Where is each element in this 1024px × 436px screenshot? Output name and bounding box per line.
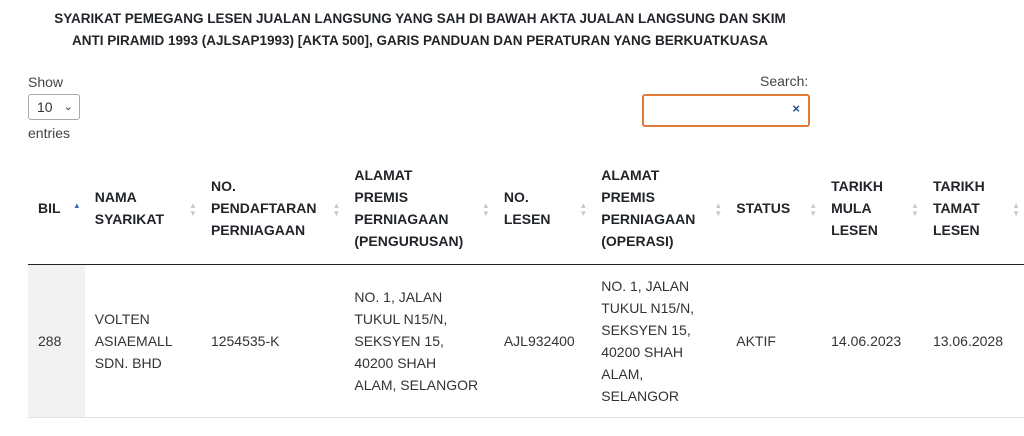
column-header-text: ALAMAT (354, 167, 413, 183)
column-header-text: (PENGURUSAN) (354, 233, 464, 249)
sort-desc-icon: ▼ (189, 209, 197, 218)
cell-text: NO. 1, JALAN (601, 278, 690, 294)
column-header-text: TARIKH (932, 178, 985, 194)
column-header-text: PENDAFTARAN (210, 200, 317, 216)
cell-text: TUKUL N15/N, (601, 300, 695, 316)
entries-select[interactable] (28, 94, 80, 120)
cell-text: ALAM, SELANGOR (354, 377, 479, 393)
column-header-text: NAMA (94, 189, 137, 205)
sort-icon (73, 202, 81, 210)
column-header-6[interactable] (726, 158, 821, 265)
sort-asc-icon: ▲ (714, 201, 723, 210)
column-header-1[interactable] (85, 158, 201, 265)
sort-icon (809, 202, 817, 218)
heading-line-2: ANTI PIRAMID 1993 (AJLSAP1993) [AKTA 500], GARIS PANDUAN DAN PERATURAN YANG BERKUATKUASA (71, 33, 769, 48)
sort-desc-icon: ▼ (714, 209, 723, 218)
column-header-text: PERNIAGAAN (354, 211, 449, 227)
column-header-text: ALAMAT (601, 167, 660, 183)
column-header-2[interactable] (201, 158, 344, 265)
table-cell (28, 265, 85, 418)
column-header-text: PERNIAGAAN (601, 211, 696, 227)
licensee-table (28, 158, 1024, 418)
cell-text: SEKSYEN 15, (354, 333, 444, 349)
column-header-text: TAMAT (932, 200, 980, 216)
column-header-text: TARIKH (831, 178, 883, 194)
sort-asc-icon: ▲ (481, 201, 490, 210)
cell-text: 13.06.2028 (932, 333, 1004, 349)
sort-asc-icon: ▲ (809, 201, 818, 210)
column-header-text: (OPERASI) (601, 233, 674, 249)
sort-icon (714, 202, 722, 218)
table-cell (821, 265, 923, 418)
sort-desc-icon: ▼ (579, 209, 588, 218)
cell-text: 40200 SHAH (354, 355, 437, 371)
sort-icon (1012, 202, 1020, 218)
sort-asc-icon: ▲ (72, 201, 81, 210)
cell-text: 288 (38, 333, 62, 349)
cell-text: SELANGOR (601, 388, 680, 404)
entries-length-control (28, 72, 80, 143)
sort-asc-icon: ▲ (189, 201, 197, 210)
sort-icon (482, 202, 490, 218)
column-header-text: PREMIS (354, 189, 409, 205)
cell-text: SEKSYEN 15, (601, 322, 691, 338)
column-header-5[interactable] (591, 158, 726, 265)
cell-text: ASIAEMALL (94, 333, 173, 349)
table-cell (201, 265, 344, 418)
sort-desc-icon: ▼ (911, 209, 919, 218)
column-header-text: MULA (831, 200, 872, 216)
show-label: Show (28, 74, 64, 90)
sort-asc-icon: ▲ (332, 201, 341, 210)
cell-text: AJL932400 (503, 333, 575, 349)
sort-desc-icon: ▼ (809, 209, 818, 218)
sort-desc-icon: ▼ (1012, 209, 1020, 218)
column-header-text: BIL (38, 200, 61, 216)
sort-desc-icon: ▼ (481, 209, 490, 218)
cell-text: NO. 1, JALAN (354, 289, 443, 305)
sort-icon (579, 202, 587, 218)
column-header-text: NO. (503, 189, 529, 205)
sort-icon (911, 202, 919, 218)
table-cell (591, 265, 726, 418)
cell-text: TUKUL N15/N, (354, 311, 448, 327)
column-header-text: NO. (210, 178, 236, 194)
column-header-8[interactable] (923, 158, 1024, 265)
sort-icon (332, 202, 340, 218)
column-header-text: LESEN (932, 222, 980, 238)
sort-icon (189, 202, 197, 218)
table-cell (344, 265, 493, 418)
heading-line-1: SYARIKAT PEMEGANG LESEN JUALAN LANGSUNG YANG SAH DI BAWAH AKTA JUALAN LANGSUNG DAN SKIM (54, 11, 786, 26)
cell-text: ALAM, (601, 366, 644, 382)
entries-label: entries (28, 125, 71, 141)
column-header-text: PREMIS (601, 189, 655, 205)
table-cell (726, 265, 821, 418)
table-header-row (28, 158, 1024, 265)
column-header-text: STATUS (736, 200, 791, 216)
sort-asc-icon: ▲ (911, 201, 919, 210)
page-heading (0, 8, 840, 52)
column-header-7[interactable] (821, 158, 923, 265)
column-header-text: LESEN (503, 211, 551, 227)
entries-select-value: 10 (37, 99, 53, 115)
search-input[interactable] (642, 94, 810, 127)
sort-desc-icon: ▼ (332, 209, 341, 218)
cell-text: VOLTEN (94, 311, 150, 327)
column-header-3[interactable] (344, 158, 493, 265)
column-header-text: LESEN (831, 222, 878, 238)
table-body (28, 265, 1024, 418)
clear-search-icon[interactable]: × (792, 101, 800, 116)
table-cell (85, 265, 201, 418)
table-cell (923, 265, 1024, 418)
table-cell (494, 265, 591, 418)
cell-text: AKTIF (736, 333, 776, 349)
sort-asc-icon: ▲ (579, 201, 588, 210)
cell-text: SDN. BHD (94, 355, 162, 371)
column-header-text: PERNIAGAAN (210, 222, 306, 238)
cell-text: 40200 SHAH (601, 344, 683, 360)
cell-text: 1254535-K (210, 333, 280, 349)
table-row[interactable] (28, 265, 1024, 418)
column-header-4[interactable] (494, 158, 591, 265)
chevron-down-icon: ⌄ (63, 101, 73, 113)
column-header-text: SYARIKAT (94, 211, 165, 227)
cell-text: 14.06.2023 (831, 333, 902, 349)
column-header-0[interactable] (28, 158, 85, 265)
search-label: Search: (760, 73, 809, 89)
sort-asc-icon: ▲ (1012, 201, 1020, 210)
